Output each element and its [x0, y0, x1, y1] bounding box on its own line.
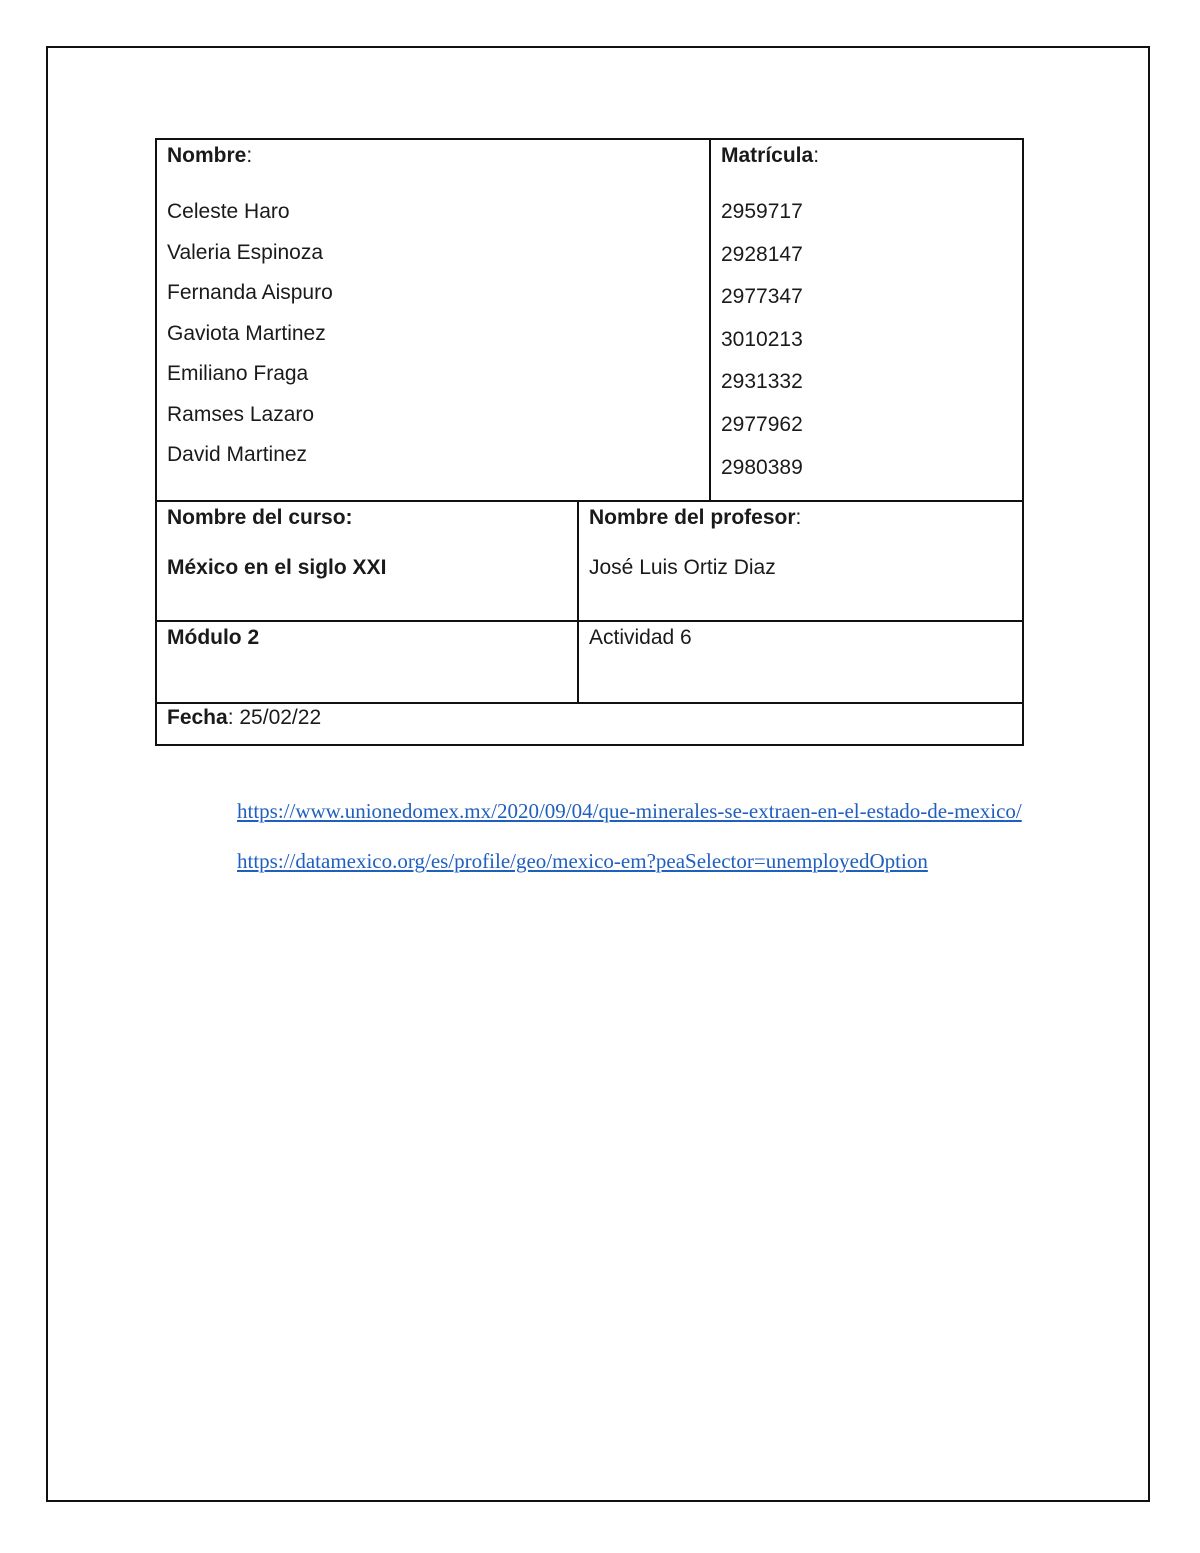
matricula-colon: : — [813, 144, 820, 167]
date-colon: : — [227, 706, 240, 730]
course-label: Nombre del curso: — [167, 506, 353, 530]
activity-value: Actividad 6 — [589, 626, 692, 650]
student-id: 3010213 — [721, 327, 803, 351]
student-id: 2928147 — [721, 242, 803, 266]
student-id: 2931332 — [721, 370, 803, 394]
student-name: Fernanda Aispuro — [167, 281, 333, 304]
course-value: México en el siglo XXI — [167, 556, 387, 580]
student-id: 2977347 — [721, 285, 803, 309]
student-name-list — [167, 196, 699, 480]
ids-cell — [710, 139, 1023, 501]
reference-link[interactable]: https://datamexico.org/es/profile/geo/mexico-em?peaSelector=unemployedOption — [237, 849, 928, 873]
student-id: 2980389 — [721, 455, 803, 479]
date-label: Fecha — [167, 706, 228, 730]
student-name: Emiliano Fraga — [167, 362, 309, 385]
student-name: Valeria Espinoza — [167, 240, 324, 264]
professor-label: Nombre del profesor — [589, 506, 796, 530]
module-label: Módulo 2 — [167, 626, 260, 650]
activity-cell — [578, 621, 1023, 703]
student-id: 2959717 — [721, 200, 803, 223]
student-name: Gaviota Martinez — [167, 321, 326, 345]
professor-cell — [578, 501, 1023, 621]
nombre-colon: : — [246, 144, 253, 167]
student-id: 2977962 — [721, 412, 803, 436]
nombre-label: Nombre — [167, 144, 247, 167]
reference-links — [237, 790, 1027, 876]
header-table — [155, 138, 1024, 746]
reference-link[interactable]: https://www.unionedomex.mx/2020/09/04/que-minerales-se-extraen-en-el-estado-de-mexico/ — [237, 799, 1022, 823]
student-name: Celeste Haro — [167, 200, 290, 223]
course-cell — [156, 501, 578, 621]
student-id-list — [721, 196, 1012, 494]
student-name: Ramses Lazaro — [167, 402, 315, 426]
professor-colon: : — [795, 506, 802, 530]
student-name: David Martinez — [167, 443, 308, 466]
matricula-label: Matrícula — [721, 144, 814, 167]
names-cell — [156, 139, 710, 501]
professor-value: José Luis Ortiz Diaz — [589, 556, 776, 580]
date-cell — [156, 703, 1023, 745]
date-value: 25/02/22 — [239, 706, 322, 730]
module-cell — [156, 621, 578, 703]
